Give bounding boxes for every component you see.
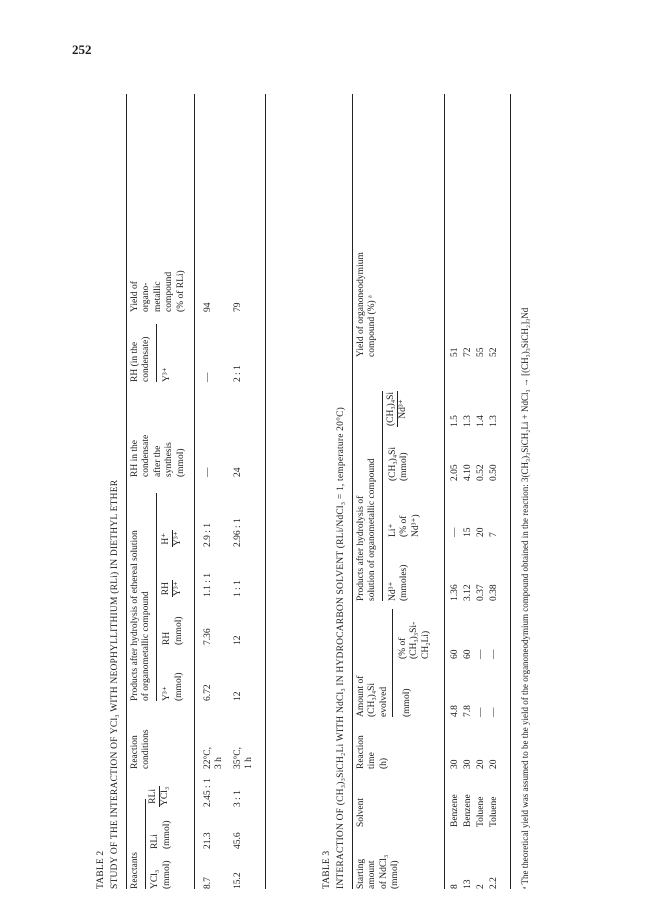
table3-row2-pct: 60 <box>463 649 473 659</box>
table2-header-rh-y <box>161 580 185 597</box>
table2-rh-cond-rule <box>156 324 157 382</box>
table3-row4-li: 7 <box>489 532 499 537</box>
table3-row2-yield: 72 <box>463 347 473 357</box>
table3-row4-pct: — <box>489 649 499 659</box>
table2-header-ycl3: YCl₃ <box>150 869 160 889</box>
table2-row2-conditions: 35°C, 1 h <box>233 746 255 769</box>
table2-header-conditions: Reaction conditions <box>130 729 152 769</box>
table3-header-products: Products after hydrolysis of solution of organometallic compound <box>356 458 378 601</box>
table2-header-rh-in-condensate: RH (in the condensate) <box>130 336 152 382</box>
table3-row1-yield: 51 <box>450 347 460 357</box>
table3-row1-time: 30 <box>450 759 460 769</box>
table2-header-ratio <box>148 786 172 807</box>
table3-row1-nd: 8 <box>450 884 460 889</box>
table2-row1-h-y: 2.9 : 1 <box>203 522 213 547</box>
rotated-content <box>90 62 560 897</box>
table2-row2-yield: 79 <box>233 302 243 312</box>
table3-ratio-den: Nd³⁺ <box>398 399 409 419</box>
page-number: 252 <box>72 42 92 57</box>
table2-header-h-y <box>161 530 185 547</box>
table3-header-rule <box>444 94 445 889</box>
table3-header-solvent: Solvent <box>356 797 366 827</box>
table3-title: INTERACTION OF (CH₃)₃SiCH₂Li WITH NdCl₃ IN HYDROCARBON SOLVENT (RLi/NdCl₃ = 1, temperature 20°C) <box>336 407 346 889</box>
table2-rh-y-den: Y³⁺ <box>173 581 184 596</box>
table2-row2-rh: 12 <box>233 635 243 645</box>
table2-header-rli-unit: (mmol) <box>162 820 172 849</box>
table3-row4-time: 20 <box>489 759 499 769</box>
table2-label: TABLE 2 <box>96 850 106 889</box>
table3-row2-li: 15 <box>463 527 473 537</box>
table3-row2-solvent: Benzene <box>463 794 473 827</box>
table3-bottom-rule <box>510 94 511 889</box>
table3-row2-nd3: 3.12 <box>463 584 473 601</box>
table3-row3-li: 20 <box>476 527 486 537</box>
table3-row3-ch3si: 0.52 <box>476 464 486 481</box>
table2-row1-yield: 94 <box>203 302 213 312</box>
table3-row2-ratio: 1.3 <box>463 415 473 427</box>
table3-amount-rule <box>392 609 393 717</box>
table3-row4-mmol: — <box>489 707 499 717</box>
table2-reactants-rule <box>145 799 146 889</box>
table2-row1-rh: 7.36 <box>203 628 213 645</box>
table3-header-starting: Starting amount of NdCl₃ (mmol) <box>356 854 401 889</box>
table3-row3-pct: — <box>476 649 486 659</box>
table3-row4-yield: 52 <box>489 347 499 357</box>
table3-ratio-num: (CH₃)₄Si <box>386 391 398 427</box>
table2-row2-h-y: 2.96 : 1 <box>233 518 243 547</box>
tables-frame <box>90 62 560 897</box>
table3-header-ch3si: (CH₃)₄Si (mmol) <box>388 446 410 481</box>
table3-header-ratio <box>386 391 410 427</box>
table2-header-rli: RLi <box>150 834 160 849</box>
table2-row2-rh-y: 1 : 1 <box>233 580 243 597</box>
table3-row2-nd: 13 <box>463 879 473 889</box>
table3-label: TABLE 3 <box>322 850 332 889</box>
table3-row1-nd3: 1.36 <box>450 584 460 601</box>
table2-row1-rh-y-cond: — <box>203 372 213 382</box>
table3-row1-pct: 60 <box>450 649 460 659</box>
table2-row1-rh-y: 1.1 : 1 <box>203 572 213 597</box>
table2-row2-ycl3: 15.2 <box>233 872 243 889</box>
table2-header-y-unit: (mmol) <box>174 672 184 701</box>
table2-title: STUDY OF THE INTERACTION OF YCl₃ WITH NEOPHYLLITHIUM (RLi) IN DIETHYL ETHER <box>110 479 120 889</box>
table2-row1-conditions: 22°C, 3 h <box>203 746 225 769</box>
table3-row4-ch3si: 0.50 <box>489 464 499 481</box>
table2-row2-rli: 45.6 <box>233 832 243 849</box>
table3-row1-ch3si: 2.05 <box>450 464 460 481</box>
table2-header-y: Y³⁺ <box>162 686 172 701</box>
table2-h-y-num: H⁺ <box>161 530 173 547</box>
table3-row4-nd3: 0.38 <box>489 584 499 601</box>
table3-row1-mmol: 4.8 <box>450 705 460 717</box>
table2-header-hydrolysis: Products after hydrolysis of ethereal solution of organometallic compound <box>130 530 152 701</box>
table2-row1-y: 6.72 <box>203 684 213 701</box>
table3-header-li: Li⁺ (% of Nd³⁺) <box>388 514 421 537</box>
table3-header-amount: Amount of (CH₃)₄Si evolved <box>356 675 389 717</box>
table3-row4-nd: 2.2 <box>489 877 499 889</box>
table2-row2-rh-y-cond: 2 : 1 <box>233 365 243 382</box>
table3-header-time: Reaction time (h) <box>356 735 389 769</box>
table2-row2-ratio: 3 : 1 <box>233 790 243 807</box>
table2-row1-ycl3: 8.7 <box>203 877 213 889</box>
table2-bottom-rule <box>265 94 266 889</box>
table2-row2-rh-cond: 24 <box>233 467 243 477</box>
table3-row2-mmol: 7.8 <box>463 705 473 717</box>
table2-rh-y-num: RH <box>161 580 173 597</box>
table2-top-rule <box>126 94 127 889</box>
table2-header-ycl3-unit: (mmol) <box>162 860 172 889</box>
table3-row3-nd3: 0.37 <box>476 584 486 601</box>
table3-header-nd: Nd³⁺ (mmoles) <box>388 564 410 601</box>
table3-row3-time: 20 <box>476 759 486 769</box>
table3-header-yield: Yield of organoneodymium compound (%) ᵃ <box>356 252 378 357</box>
table3-row2-time: 30 <box>463 759 473 769</box>
table3-row3-solvent: Toluene <box>476 796 486 827</box>
table2-row2-y: 12 <box>233 691 243 701</box>
table3-header-mmol: (mmol) <box>402 688 412 717</box>
table3-footnote: ᵃ The theoretical yield was assumed to be the yield of the organoneodymium compound obtained in the reaction: 3(CH₃)₃SiCH₂Li + NdCl₃ → [(CH₃)₃SiCH₂]₃Nd <box>520 307 530 889</box>
table2-ratio-den: YCl₃ <box>160 786 171 806</box>
table3-row3-ratio: 1.4 <box>476 415 486 427</box>
table2-hydrolysis-rule <box>156 493 157 701</box>
table3-row4-solvent: Toluene <box>489 796 499 827</box>
table3-products-rule <box>382 391 383 601</box>
table2-header-rule <box>194 94 195 889</box>
table3-row3-yield: 55 <box>476 347 486 357</box>
table3-top-rule <box>352 94 353 889</box>
table3-header-pct: (% of (CH₃)₃Si- CH₂Li) <box>398 621 431 659</box>
table3-row1-ratio: 1.5 <box>450 415 460 427</box>
table3-row1-li: — <box>450 527 460 537</box>
table3-row3-mmol: — <box>476 707 486 717</box>
table2-header-rh-in-condensate-den: Y³⁺ <box>162 367 172 382</box>
table2-header-rh-unit: (mmol) <box>174 616 184 645</box>
table2-ratio-num: RLi <box>148 786 160 807</box>
table2-header-yield: Yield of organo- metallic compound (% of RLi) <box>130 270 186 312</box>
table2-header-rh-condensate: RH in the condensate after the synthesis (mmol) <box>130 434 186 477</box>
table3-row2-ch3si: 4.10 <box>463 464 473 481</box>
table3-row1-solvent: Benzene <box>450 794 460 827</box>
table2-row1-ratio: 2.45 : 1 <box>203 778 213 807</box>
table3-row3-nd: 2 <box>476 884 486 889</box>
table2-header-reactants: Reactants <box>130 852 140 889</box>
table2-row1-rh-cond: — <box>203 467 213 477</box>
table2-h-y-den: Y³⁺ <box>173 531 184 546</box>
table2-header-rh: RH <box>162 631 172 645</box>
table3-row4-ratio: 1.3 <box>489 415 499 427</box>
table2-row1-rli: 21.3 <box>203 832 213 849</box>
